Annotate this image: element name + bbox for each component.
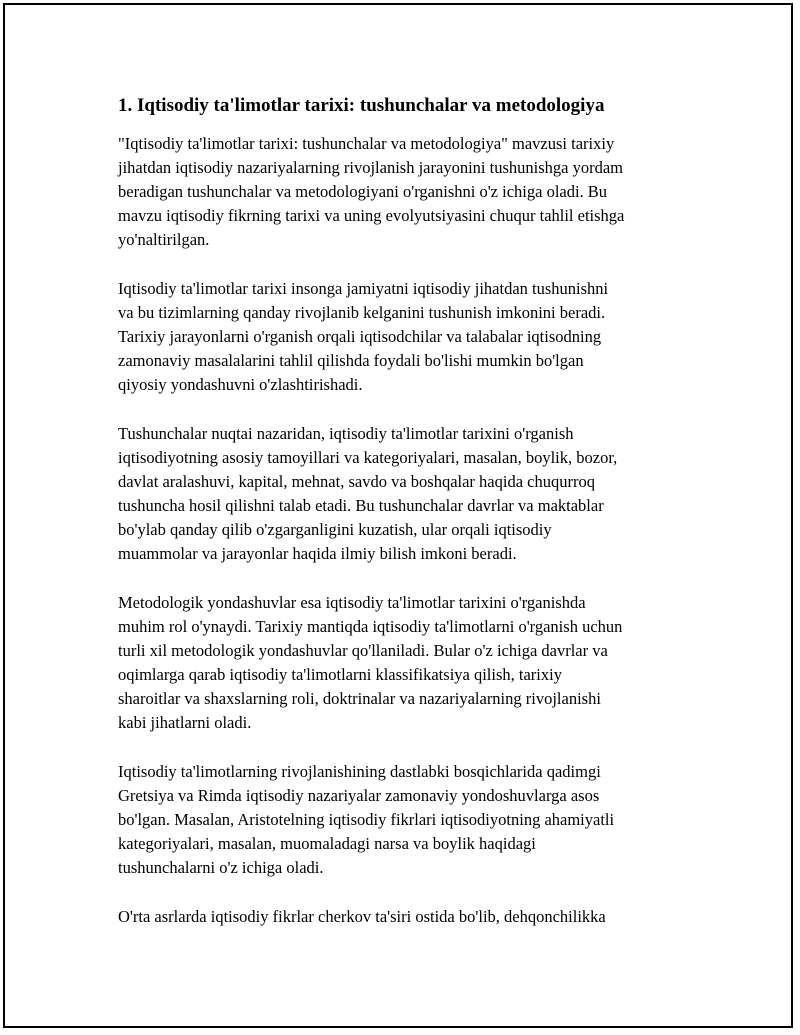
paragraph-3 (118, 422, 698, 566)
text-line: yo'naltirilgan. (118, 230, 210, 249)
text-line: tushunchalarni o'z ichiga oladi. (118, 858, 324, 877)
text-line: Gretsiya va Rimda iqtisodiy nazariyalar zamonaviy yondoshuvlarga asos (118, 786, 600, 805)
paragraph-5 (118, 760, 698, 880)
text-line: Iqtisodiy ta'limotlarning rivojlanishining dastlabki bosqichlarida qadimgi (118, 762, 601, 781)
text-line: tushuncha hosil qilishni talab etadi. Bu tushunchalar davrlar va maktablar (118, 496, 604, 515)
paragraph-2 (118, 277, 698, 397)
text-line: muhim rol o'ynaydi. Tarixiy mantiqda iqtisodiy ta'limotlarni o'rganish uchun (118, 617, 623, 636)
text-line: turli xil metodologik yondashuvlar qo'llaniladi. Bular o'z ichiga davrlar va (118, 641, 608, 660)
text-line: zamonaviy masalalarini tahlil qilishda foydali bo'lishi mumkin bo'lgan (118, 351, 584, 370)
text-line: sharoitlar va shaxslarning roli, doktrinalar va nazariyalarning rivojlanishi (118, 689, 601, 708)
section-heading: 1. Iqtisodiy ta'limotlar tarixi: tushunchalar va metodologiya (118, 95, 605, 116)
text-line: davlat aralashuvi, kapital, mehnat, savdo va boshqalar haqida chuqurroq (118, 472, 595, 491)
text-line: "Iqtisodiy ta'limotlar tarixi: tushunchalar va metodologiya" mavzusi tarixiy (118, 134, 615, 153)
text-line: kabi jihatlarni oladi. (118, 713, 252, 732)
text-line: Metodologik yondashuvlar esa iqtisodiy ta'limotlar tarixini o'rganishda (118, 593, 586, 612)
text-line: jihatdan iqtisodiy nazariyalarning rivojlanish jarayonini tushunishga yordam (118, 158, 623, 177)
text-line: O'rta asrlarda iqtisodiy fikrlar cherkov ta'siri ostida bo'lib, dehqonchilikka (118, 907, 606, 926)
text-line: qiyosiy yondashuvni o'zlashtirishadi. (118, 375, 363, 394)
paragraph-6 (118, 905, 698, 929)
paragraph-4 (118, 591, 698, 735)
text-line: Iqtisodiy ta'limotlar tarixi insonga jamiyatni iqtisodiy jihatdan tushunishni (118, 279, 609, 298)
text-line: va bu tizimlarning qanday rivojlanib kelganini tushunish imkonini beradi. (118, 303, 606, 322)
paragraph-1 (118, 132, 698, 252)
text-line: bo'ylab qanday qilib o'zgarganligini kuzatish, ular orqali iqtisodiy (118, 520, 552, 539)
text-line: muammolar va jarayonlar haqida ilmiy bilish imkoni beradi. (118, 544, 517, 563)
text-line: bo'lgan. Masalan, Aristotelning iqtisodiy fikrlari iqtisodiyotning ahamiyatli (118, 810, 615, 829)
text-line: kategoriyalari, masalan, muomaladagi narsa va boylik haqidagi (118, 834, 536, 853)
text-line: Tushunchalar nuqtai nazaridan, iqtisodiy ta'limotlar tarixini o'rganish (118, 424, 574, 443)
text-line: iqtisodiyotning asosiy tamoyillari va kategoriyalari, masalan, boylik, bozor, (118, 448, 618, 467)
text-line: Tarixiy jarayonlarni o'rganish orqali iqtisodchilar va talabalar iqtisodning (118, 327, 602, 346)
text-line: oqimlarga qarab iqtisodiy ta'limotlarni klassifikatsiya qilish, tarixiy (118, 665, 562, 684)
text-line: beradigan tushunchalar va metodologiyani o'rganishni o'z ichiga oladi. Bu (118, 182, 608, 201)
document-body (118, 94, 698, 954)
text-line: mavzu iqtisodiy fikrning tarixi va uning evolyutsiyasini chuqur tahlil etishga (118, 206, 625, 225)
